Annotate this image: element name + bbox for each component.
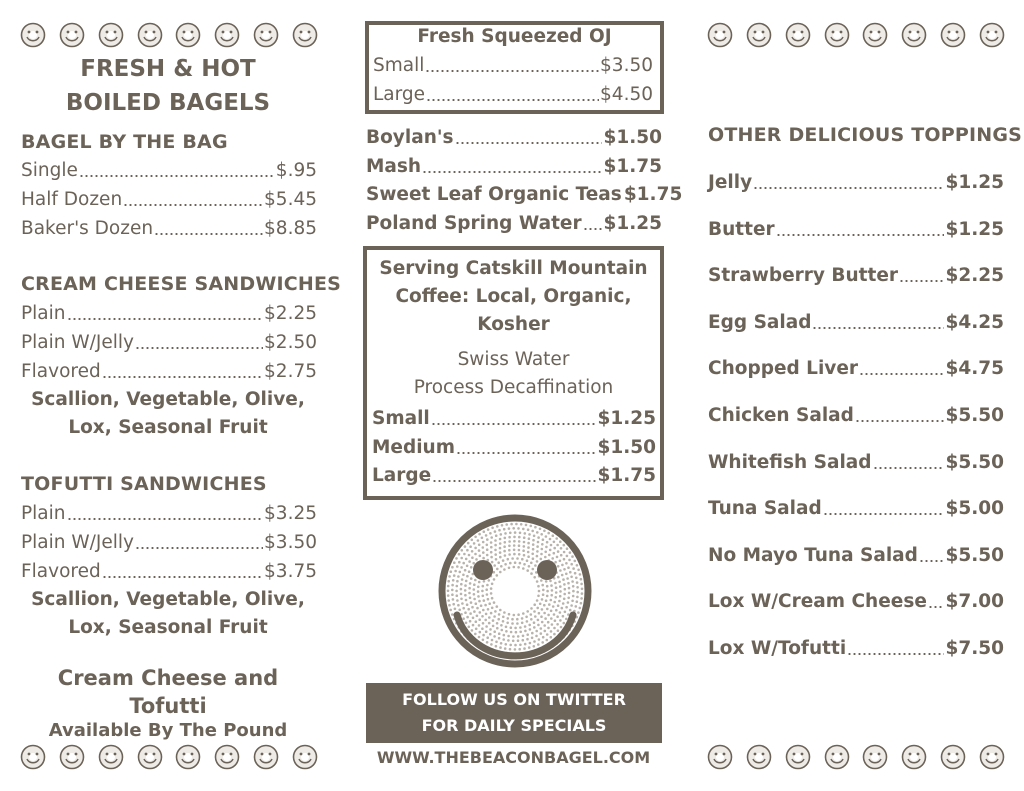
item-price: $4.50 (600, 84, 653, 105)
bagel-smiley-icon (20, 22, 46, 52)
item-label: Large (373, 84, 426, 105)
item-price: $5.00 (945, 498, 1004, 520)
item-price: $3.25 (264, 503, 317, 524)
oj-item (373, 81, 653, 109)
item-label: Plain W/Jelly (21, 332, 134, 353)
website-link[interactable]: WWW.THEBEACONBAGEL.COM (376, 748, 651, 767)
flavors-line-2: Lox, Seasonal Fruit (68, 417, 268, 438)
twitter-banner[interactable] (366, 683, 662, 743)
item-label: Single (21, 160, 78, 181)
bagel-smiley-icon (940, 22, 966, 52)
topping-item (708, 402, 1004, 430)
item-price: $3.50 (600, 55, 653, 76)
bagel-smiley-icon (707, 22, 733, 52)
topping-item (708, 216, 1004, 244)
item-label: Large (372, 465, 432, 486)
item-price: $1.25 (945, 172, 1004, 193)
bagel-icon-row-bottom-right (707, 744, 1005, 774)
by-the-pound-note (18, 664, 318, 742)
coffee-description (363, 255, 664, 402)
bagel-icon-row-top-left (20, 22, 318, 52)
item-price: $1.75 (603, 155, 662, 177)
tofutti-flavors (18, 586, 318, 642)
dot-leader (859, 373, 944, 375)
coffee-line-4: Process Decaffination (413, 377, 614, 398)
item-price: $4.25 (945, 311, 1004, 333)
topping-item (708, 588, 1004, 616)
item-label: No Mayo Tuna Salad (708, 544, 918, 566)
tofutti-item (21, 558, 317, 586)
dot-leader (823, 513, 945, 515)
cream-cheese-flavors (18, 386, 318, 442)
tofutti-item (21, 529, 317, 557)
item-price: $1.25 (597, 408, 656, 429)
bagel-smiley-icon (824, 22, 850, 52)
dot-leader (422, 171, 602, 173)
item-price: $1.50 (603, 127, 662, 148)
twitter-line-2: FOR DAILY SPECIALS (421, 716, 607, 735)
coffee-size-item (372, 434, 656, 462)
dot-leader (432, 480, 596, 482)
item-label: Boylan's (366, 127, 454, 148)
item-price: $8.85 (264, 218, 317, 239)
drink-item (366, 124, 662, 152)
item-price: $1.25 (945, 218, 1004, 240)
item-label: Flavored (21, 561, 101, 582)
smiley-bagel-logo (437, 512, 593, 672)
dot-leader (812, 327, 944, 329)
dot-leader (102, 376, 263, 378)
dot-leader (425, 70, 599, 72)
bagel-smiley-icon (253, 744, 279, 774)
item-label: Whitefish Salad (708, 451, 872, 473)
flavors-line-1: Scallion, Vegetable, Olive, (31, 389, 305, 410)
bagel-smiley-icon (292, 744, 318, 774)
pound-line-1: Cream Cheese and Tofutti (57, 666, 279, 718)
bagel-smiley-icon (59, 744, 85, 774)
bagel-smiley-icon (785, 744, 811, 774)
item-price: $7.50 (945, 638, 1004, 659)
bagel-smiley-icon (862, 22, 888, 52)
topping-item (708, 449, 1004, 477)
menu-title (18, 52, 318, 120)
tofutti-item (21, 500, 317, 528)
bagel-smiley-icon (175, 744, 201, 774)
bagel-smiley-icon (901, 22, 927, 52)
item-price: $1.25 (603, 212, 662, 234)
dot-leader (67, 318, 264, 320)
bagel-smiley-icon (979, 744, 1005, 774)
item-label: Butter (708, 218, 775, 240)
bagel-smiley-icon (707, 744, 733, 774)
dot-leader (431, 423, 597, 425)
topping-item (708, 495, 1004, 523)
coffee-line-2: Coffee: Local, Organic, Kosher (395, 286, 632, 335)
bagel-smiley-icon (98, 22, 124, 52)
item-label: Lox W/Tofutti (708, 638, 847, 659)
bagel-smiley-icon (940, 744, 966, 774)
bagel-smiley-icon (292, 22, 318, 52)
bagel-smiley-icon (746, 744, 772, 774)
bagel-smiley-icon (20, 744, 46, 774)
dot-leader (928, 606, 945, 608)
item-label: Medium (372, 436, 455, 458)
item-price: $2.50 (264, 332, 317, 353)
bagel-smiley-icon (253, 22, 279, 52)
item-label: Baker's Dozen (21, 218, 154, 239)
dot-leader (154, 233, 263, 235)
item-price: $5.50 (945, 405, 1004, 426)
dot-leader (79, 175, 275, 177)
coffee-size-item (372, 462, 656, 490)
bagel-icon-row-top-right (707, 22, 1005, 52)
item-label: Mash (366, 155, 422, 177)
item-label: Small (372, 408, 430, 429)
item-label: Jelly (708, 172, 753, 193)
oj-item (373, 52, 653, 80)
dot-leader (899, 280, 944, 282)
item-label: Half Dozen (21, 189, 123, 210)
item-label: Chopped Liver (708, 358, 859, 380)
item-price: $7.00 (945, 591, 1004, 613)
item-label: Tuna Salad (708, 498, 822, 520)
bagel-smiley-icon (214, 22, 240, 52)
dot-leader (426, 99, 599, 101)
bag-item (21, 186, 317, 214)
flavors-line-2: Lox, Seasonal Fruit (68, 617, 268, 638)
dot-leader (135, 547, 263, 549)
topping-item (708, 355, 1004, 383)
dot-leader (847, 653, 944, 655)
bagel-smiley-icon (137, 744, 163, 774)
item-price: $.95 (275, 160, 317, 181)
dot-leader (455, 142, 603, 144)
bagel-smiley-icon (98, 744, 124, 774)
item-label: Plain W/Jelly (21, 532, 134, 553)
bagel-smiley-icon (746, 22, 772, 52)
bagel-smiley-icon (824, 744, 850, 774)
item-price: $2.75 (264, 361, 317, 382)
item-label: Lox W/Cream Cheese (708, 591, 927, 613)
topping-item (708, 169, 1004, 197)
item-label: Poland Spring Water (366, 212, 582, 234)
item-price: $2.25 (945, 265, 1004, 287)
item-price: $3.50 (264, 532, 317, 553)
topping-item (708, 542, 1004, 570)
item-price: $1.75 (623, 184, 683, 205)
bagel-smiley-icon (175, 22, 201, 52)
item-price: $2.25 (264, 303, 317, 324)
coffee-line-3: Swiss Water (457, 349, 570, 370)
bagel-smiley-icon (214, 744, 240, 774)
title-line-1: FRESH & HOT (80, 56, 256, 82)
bagel-smiley-icon (137, 22, 163, 52)
topping-item (708, 309, 1004, 337)
item-label: Small (373, 55, 425, 76)
item-label: Strawberry Butter (708, 265, 899, 287)
dot-leader (919, 560, 945, 562)
twitter-line-1: FOLLOW US ON TWITTER (402, 690, 626, 709)
item-price: $4.75 (945, 358, 1004, 380)
dot-leader (753, 187, 944, 189)
item-price: $1.50 (597, 436, 656, 458)
item-label: Flavored (21, 361, 101, 382)
toppings-heading: OTHER DELICIOUS TOPPINGS (708, 124, 1023, 146)
bag-item (21, 157, 317, 185)
coffee-size-item (372, 405, 656, 433)
bag-heading: BAGEL BY THE BAG (21, 131, 228, 153)
cream-cheese-item (21, 300, 317, 328)
item-label: Plain (21, 303, 66, 324)
cream-cheese-item (21, 358, 317, 386)
dot-leader (456, 452, 596, 454)
coffee-line-1: Serving Catskill Mountain (379, 258, 648, 279)
item-label: Sweet Leaf Organic Teas (366, 184, 622, 205)
dot-leader (67, 518, 264, 520)
title-line-2: BOILED BAGELS (65, 90, 271, 116)
item-label: Plain (21, 503, 66, 524)
bagel-icon-row-bottom-left (20, 744, 318, 774)
item-price: $5.50 (945, 451, 1004, 473)
pound-line-2: Available By The Pound (48, 720, 288, 741)
bagel-smiley-icon (59, 22, 85, 52)
item-price: $3.75 (264, 561, 317, 582)
drink-item (366, 153, 662, 181)
topping-item (708, 262, 1004, 290)
bagel-smiley-icon (979, 22, 1005, 52)
item-price: $5.50 (945, 544, 1004, 566)
topping-item (708, 635, 1004, 663)
flavors-line-1: Scallion, Vegetable, Olive, (31, 589, 305, 610)
dot-leader (123, 204, 263, 206)
cream-cheese-item (21, 329, 317, 357)
drink-item (366, 210, 662, 238)
bag-item (21, 215, 317, 243)
bagel-smiley-icon (901, 744, 927, 774)
bagel-smiley-icon (785, 22, 811, 52)
item-label: Egg Salad (708, 311, 812, 333)
item-price: $5.45 (264, 189, 317, 210)
tofutti-heading: TOFUTTI SANDWICHES (21, 473, 267, 495)
dot-leader (776, 234, 945, 236)
drink-item (366, 181, 683, 209)
dot-leader (873, 467, 945, 469)
item-label: Chicken Salad (708, 405, 854, 426)
cream-cheese-heading: CREAM CHEESE SANDWICHES (21, 273, 342, 295)
dot-leader (135, 347, 263, 349)
bagel-smiley-icon (862, 744, 888, 774)
dot-leader (102, 576, 263, 578)
dot-leader (583, 228, 603, 230)
oj-heading: Fresh Squeezed OJ (417, 26, 612, 47)
dot-leader (855, 420, 945, 422)
item-price: $1.75 (597, 465, 656, 486)
